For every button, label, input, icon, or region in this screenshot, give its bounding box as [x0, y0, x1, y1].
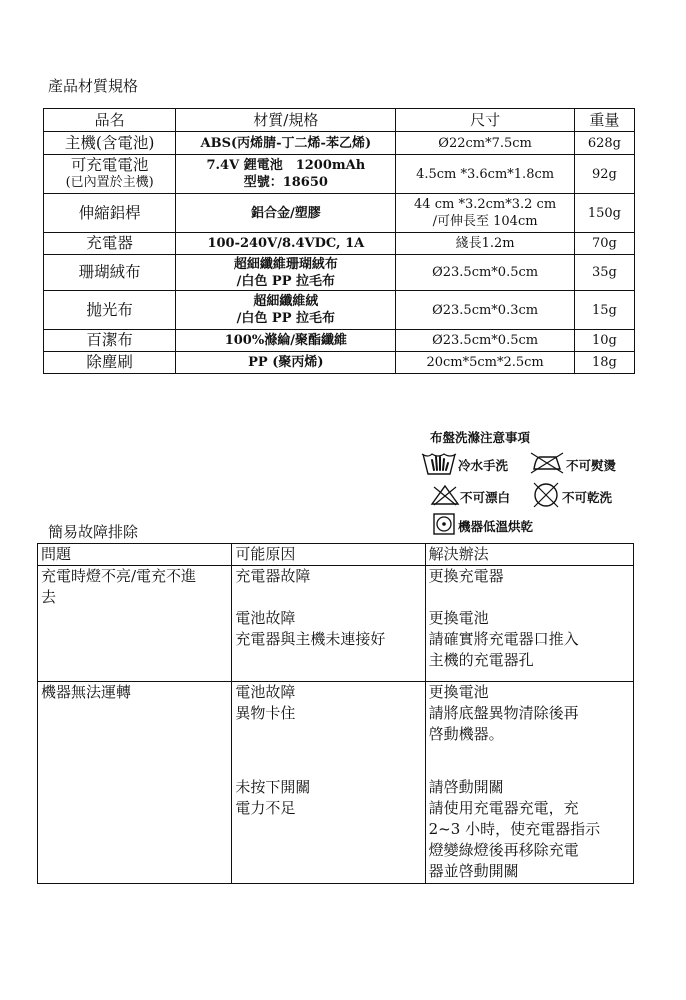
spec-cell-line: PP (聚丙烯): [248, 355, 324, 370]
spec-cell-line: 44 cm *3.2cm*3.2 cm: [414, 197, 557, 212]
spec-cell-name: [44, 291, 176, 330]
trouble-row: [38, 608, 634, 629]
spec-cell-line: Ø22cm*7.5cm: [438, 135, 532, 151]
spec-cell-line: Ø23.5cm*0.5cm: [432, 333, 539, 348]
trouble-cell-cause: [232, 608, 425, 629]
trouble-cell-line: 燈變綠燈後再移除充電: [428, 841, 579, 859]
spec-row: [44, 233, 635, 255]
care-label: 不可乾洗: [562, 489, 613, 505]
spec-cell-line: 型號：18650: [243, 175, 328, 190]
trouble-cell-line: 充電器故障: [235, 567, 311, 585]
trouble-cell-line: 更換電池: [428, 609, 489, 627]
spec-cell-line: 4.5cm *3.6cm*1.8cm: [416, 166, 555, 182]
care-label: 冷水手洗: [458, 457, 509, 473]
hand-wash-icon: [420, 448, 458, 481]
spec-cell-material: [176, 255, 396, 291]
spec-cell-line: 100-240V/8.4VDC, 1A: [207, 236, 365, 251]
trouble-cell-problem: [38, 608, 232, 629]
care-label: 機器低溫烘乾: [458, 518, 534, 534]
care-title: 布盤洗滌注意事項: [430, 430, 531, 445]
spec-cell-size: [396, 330, 575, 352]
care-item-no-iron: [528, 451, 616, 478]
spec-cell-size: [396, 352, 575, 374]
spec-cell-line: 百潔布: [86, 331, 133, 349]
spec-cell-line: 珊瑚絨布: [78, 263, 141, 281]
spec-cell-line: 超細纖維珊瑚絨布: [233, 256, 338, 272]
spec-cell-material: [176, 155, 396, 194]
spec-cell-size: [396, 255, 575, 291]
spec-cell-line: 20cm*5cm*2.5cm: [426, 355, 544, 370]
trouble-cell-line: 2~3 小時，使充電器指示: [428, 820, 601, 838]
trouble-cell-solution: [425, 608, 633, 629]
spec-cell-line: 伸縮鋁桿: [78, 203, 141, 222]
spec-header-cell: 重量: [574, 109, 634, 132]
spec-cell-weight: 70g: [574, 233, 634, 255]
spec-header-cell: 品名: [44, 109, 176, 132]
spec-cell-name: [44, 132, 176, 155]
trouble-cell-line: 異物卡住: [235, 704, 296, 722]
spec-cell-name: [44, 330, 176, 352]
spec-cell-line: 7.4V 鋰電池 1200mAh: [206, 158, 366, 173]
spec-row: [44, 132, 635, 155]
trouble-row: [38, 703, 634, 777]
no-bleach-icon: [430, 483, 460, 510]
spec-row: [44, 194, 635, 233]
trouble-row: [38, 777, 634, 798]
spec-row: [44, 291, 635, 330]
no-dry-clean-icon: [530, 481, 562, 512]
trouble-cell-line: 未按下開關: [235, 778, 311, 796]
trouble-row: [38, 682, 634, 704]
spec-cell-line: 超細纖維絨: [253, 294, 319, 309]
trouble-cell-line: 機器無法運轉: [41, 683, 132, 701]
spec-cell-name: [44, 255, 176, 291]
trouble-cell-line: 主機的充電器孔: [428, 651, 534, 669]
spec-cell-line: 除塵刷: [86, 353, 133, 371]
tumble-dry-low-icon: [432, 512, 458, 539]
spec-cell-weight: 150g: [574, 194, 634, 233]
trouble-cell-line: 充電器與主機未連接好: [235, 630, 386, 648]
trouble-cell-solution: [425, 798, 633, 884]
spec-cell-line: 100%滌綸/聚酯纖維: [224, 333, 347, 348]
trouble-row: [38, 566, 634, 609]
spec-cell-line: 充電器: [86, 234, 133, 252]
spec-cell-size: [396, 155, 575, 194]
trouble-cell-line: 請確實將充電器口推入: [428, 630, 579, 648]
spec-cell-size: [396, 194, 575, 233]
trouble-cell-solution: [425, 682, 633, 704]
spec-cell-name: [44, 155, 176, 194]
spec-cell-material: [176, 194, 396, 233]
trouble-cell-cause: [232, 682, 425, 704]
care-label: 不可漂白: [460, 489, 511, 505]
spec-cell-weight: 628g: [574, 132, 634, 155]
trouble-header-cell: 問題: [38, 544, 232, 566]
trouble-cell-solution: [425, 703, 633, 777]
spec-row: [44, 255, 635, 291]
spec-cell-weight: 92g: [574, 155, 634, 194]
trouble-header-cell: 可能原因: [232, 544, 425, 566]
spec-cell-name: [44, 352, 176, 374]
trouble-table: [37, 543, 634, 884]
trouble-cell-problem: [38, 629, 232, 682]
spec-cell-material: [176, 233, 396, 255]
spec-cell-line: (已內置於主機): [65, 175, 154, 190]
trouble-title: 簡易故障排除: [48, 523, 139, 541]
spec-row: [44, 352, 635, 374]
trouble-cell-line: 更換電池: [428, 683, 489, 701]
spec-table: [43, 108, 635, 374]
trouble-cell-line: 請將底盤異物清除後再: [428, 704, 579, 722]
trouble-row: [38, 798, 634, 884]
spec-cell-line: Ø23.5cm*0.3cm: [432, 302, 539, 318]
trouble-cell-problem: [38, 682, 232, 704]
spec-cell-line: ABS(丙烯腈-丁二烯-苯乙烯): [200, 135, 372, 151]
trouble-cell-solution: [425, 777, 633, 798]
spec-header-cell: 尺寸: [396, 109, 575, 132]
spec-cell-weight: 35g: [574, 255, 634, 291]
trouble-cell-line: 電池故障: [235, 683, 296, 701]
trouble-cell-cause: [232, 703, 425, 777]
trouble-cell-cause: [232, 777, 425, 798]
spec-cell-line: Ø23.5cm*0.5cm: [432, 265, 539, 280]
spec-title: 產品材質規格: [48, 77, 139, 95]
spec-cell-line: 鋁合金/塑膠: [250, 205, 321, 221]
trouble-cell-line: 電力不足: [235, 799, 296, 817]
trouble-header-cell: 解決辦法: [425, 544, 633, 566]
spec-header-row: [44, 109, 635, 132]
trouble-cell-cause: [232, 566, 425, 609]
no-iron-icon: [528, 451, 566, 478]
trouble-cell-line: 請啓動開關: [428, 778, 504, 796]
spec-cell-line: /白色 PP 拉毛布: [236, 273, 335, 289]
spec-cell-weight: 10g: [574, 330, 634, 352]
spec-cell-line: 主機(含電池): [64, 133, 155, 152]
spec-cell-name: [44, 233, 176, 255]
spec-cell-line: 綫長1.2m: [455, 236, 515, 251]
spec-header-cell: 材質/規格: [176, 109, 396, 132]
care-item-hand-wash: [420, 448, 508, 481]
spec-cell-name: [44, 194, 176, 233]
spec-row: [44, 330, 635, 352]
spec-cell-material: [176, 352, 396, 374]
trouble-cell-line: 請使用充電器充電，充: [428, 799, 579, 817]
spec-cell-line: 抛光布: [86, 300, 133, 319]
spec-cell-material: [176, 291, 396, 330]
care-item-tumble-dry-low: [432, 512, 533, 539]
trouble-cell-solution: [425, 566, 633, 609]
trouble-cell-line: 啓動機器。: [428, 725, 504, 743]
trouble-cell-solution: [425, 629, 633, 682]
trouble-cell-line: 電池故障: [235, 609, 296, 627]
spec-cell-weight: 15g: [574, 291, 634, 330]
trouble-cell-line: 去: [41, 588, 57, 606]
trouble-cell-problem: [38, 703, 232, 777]
trouble-cell-problem: [38, 777, 232, 798]
care-item-no-bleach: [430, 483, 510, 510]
trouble-cell-problem: [38, 566, 232, 609]
spec-row: [44, 155, 635, 194]
spec-cell-weight: 18g: [574, 352, 634, 374]
spec-cell-line: 可充電電池: [70, 156, 149, 174]
trouble-cell-line: 器並啓動開關: [428, 862, 519, 880]
trouble-row: [38, 629, 634, 682]
care-label: 不可熨燙: [566, 457, 617, 473]
spec-cell-size: [396, 233, 575, 255]
spec-cell-line: /白色 PP 拉毛布: [236, 311, 335, 326]
spec-cell-material: [176, 132, 396, 155]
trouble-cell-problem: [38, 798, 232, 884]
spec-cell-size: [396, 291, 575, 330]
trouble-cell-line: 更換充電器: [428, 567, 504, 585]
trouble-cell-line: 充電時燈不亮/電充不進: [41, 567, 197, 585]
spec-cell-material: [176, 330, 396, 352]
care-item-no-dry-clean: [530, 481, 612, 512]
trouble-cell-cause: [232, 798, 425, 884]
trouble-cell-cause: [232, 629, 425, 682]
trouble-header-row: [38, 544, 634, 566]
spec-cell-line: /可伸長至 104cm: [432, 214, 538, 229]
spec-cell-size: [396, 132, 575, 155]
